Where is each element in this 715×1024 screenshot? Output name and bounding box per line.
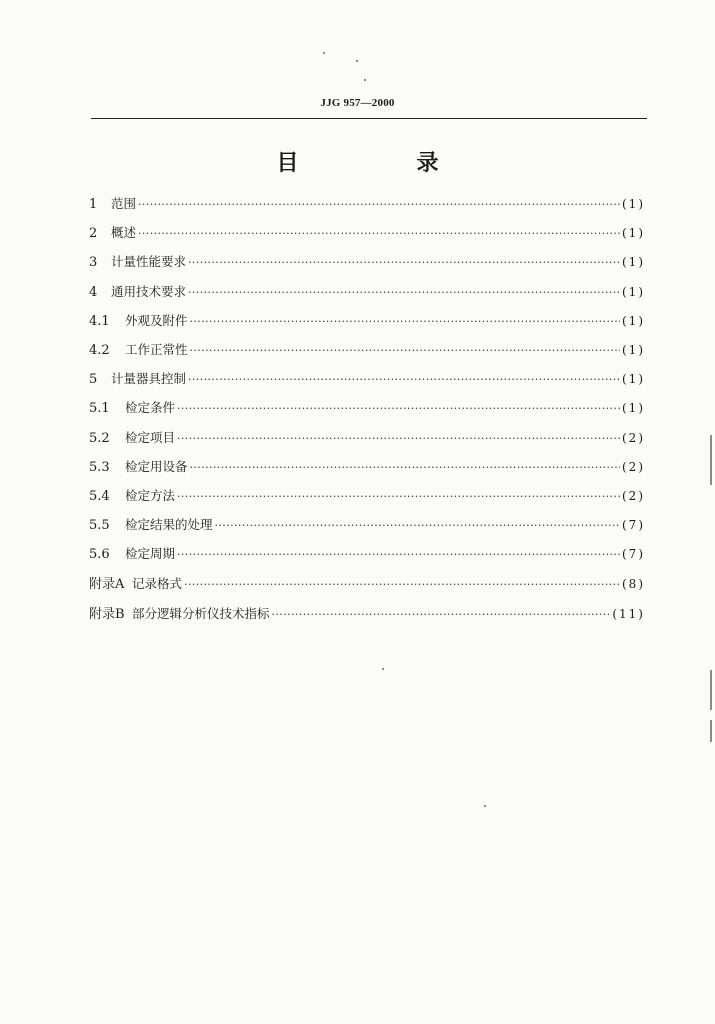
toc-entry-label: 检定用设备 <box>125 458 188 474</box>
toc-entry-number: 2 <box>89 226 98 242</box>
toc-entry-label: 检定周期 <box>125 546 176 562</box>
scan-speck <box>323 52 325 54</box>
toc-entry <box>89 544 645 573</box>
toc-entry-page: (8) <box>622 577 645 592</box>
toc-entry <box>89 369 645 398</box>
scan-speck <box>382 668 384 670</box>
toc-entry-number: 5.2 <box>89 430 110 446</box>
toc-entry-label: 概述 <box>111 225 137 241</box>
toc-dot-leader <box>190 344 620 357</box>
toc-entry-number: 1 <box>89 197 98 212</box>
toc-entry <box>89 340 645 369</box>
scan-speck <box>356 60 358 62</box>
toc-entry <box>89 282 645 311</box>
toc-dot-leader <box>177 548 620 561</box>
toc-entry-page: (1) <box>622 197 645 211</box>
toc-dot-leader <box>188 286 620 299</box>
toc-entry-page: (2) <box>622 488 645 503</box>
toc-entry-page: (1) <box>622 284 645 299</box>
toc-entry-number: 4 <box>89 284 98 300</box>
toc-entry-page: (1) <box>622 342 645 357</box>
toc-entry-page: (1) <box>622 255 645 270</box>
toc-entry <box>89 515 645 544</box>
toc-entry-page: (1) <box>622 401 645 416</box>
toc-dot-leader <box>138 198 620 211</box>
scan-edge-mark <box>710 435 712 485</box>
toc-entry-number: 4.1 <box>89 313 110 329</box>
toc-entry-label: 检定方法 <box>125 487 176 503</box>
toc-dot-leader <box>188 256 620 269</box>
toc-dot-leader <box>188 373 620 386</box>
toc-entry-page: (11) <box>612 606 645 621</box>
toc-entry-label: 计量器具控制 <box>111 371 187 387</box>
toc-entry <box>89 457 645 486</box>
scan-speck <box>364 79 366 81</box>
toc-entry <box>89 398 645 427</box>
toc-entry-page: (1) <box>622 372 645 387</box>
toc-entry-label: 检定项目 <box>125 429 176 445</box>
standard-code-header: JJG 957—2000 <box>320 97 395 109</box>
toc-entry <box>89 573 645 602</box>
toc-entry-label: 通用技术要求 <box>111 283 187 299</box>
toc-entry-label: 工作正常性 <box>125 341 188 357</box>
toc-entry-page: (7) <box>622 547 645 562</box>
toc-entry <box>89 311 645 340</box>
header-rule <box>91 118 647 119</box>
toc-entry-page: (1) <box>622 313 645 328</box>
toc-entry <box>89 603 645 632</box>
toc-entry-label: 检定条件 <box>125 400 176 416</box>
toc-dot-leader <box>177 402 620 415</box>
toc-entry-number: 5 <box>89 372 98 388</box>
toc-entry-label: 部分逻辑分析仪技术指标 <box>132 605 270 621</box>
toc-entry-page: (2) <box>622 430 645 445</box>
toc-entry-number: 4.2 <box>89 342 110 358</box>
toc-entry <box>89 252 645 281</box>
toc-entry-number: 5.4 <box>89 488 110 504</box>
toc-entry <box>89 486 645 515</box>
toc-dot-leader <box>177 432 620 445</box>
toc-dot-leader <box>190 315 620 328</box>
toc-entry-number: 5.6 <box>89 547 110 563</box>
toc-entry <box>89 428 645 457</box>
toc-title: 目 录 <box>276 151 487 176</box>
toc-entry-page: (2) <box>622 459 645 474</box>
toc-entry <box>89 223 645 252</box>
toc-dot-leader <box>138 227 620 240</box>
toc-list <box>89 194 645 632</box>
toc-entry-label: 范围 <box>111 196 137 211</box>
toc-entry-label: 外观及附件 <box>125 312 188 328</box>
toc-dot-leader <box>177 490 620 503</box>
toc-entry-label: 记录格式 <box>132 576 183 592</box>
toc-entry-number: 5.1 <box>89 401 110 417</box>
toc-dot-leader <box>272 608 611 621</box>
toc-dot-leader <box>184 578 620 591</box>
toc-entry-number: 5.3 <box>89 459 110 475</box>
toc-entry-page: (1) <box>622 226 645 241</box>
toc-entry <box>89 194 645 223</box>
toc-entry-number: 5.5 <box>89 518 110 534</box>
scan-speck <box>484 805 486 807</box>
toc-entry-number: 附录A <box>89 577 125 593</box>
toc-entry-label: 计量性能要求 <box>111 254 187 270</box>
toc-entry-label: 检定结果的处理 <box>125 517 213 533</box>
scan-edge-mark <box>710 670 712 710</box>
toc-dot-leader <box>190 461 620 474</box>
toc-entry-number: 3 <box>89 255 98 271</box>
toc-entry-page: (7) <box>622 518 645 533</box>
toc-dot-leader <box>215 519 620 532</box>
scan-edge-mark <box>710 720 712 742</box>
toc-entry-number: 附录B <box>89 606 125 622</box>
